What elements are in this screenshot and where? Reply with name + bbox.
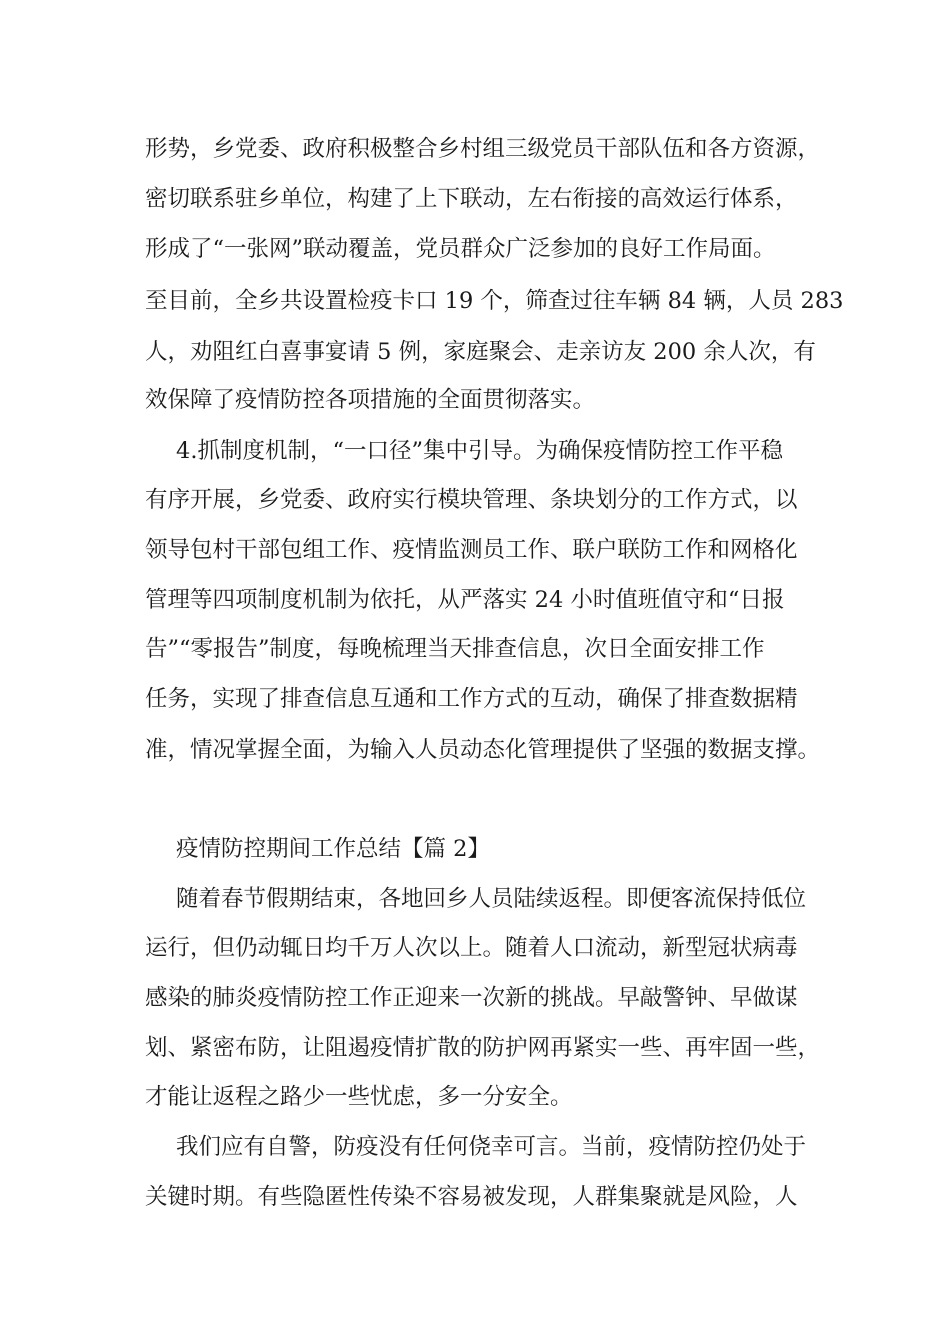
text-line: 感染的肺炎疫情防控工作正迎来一次新的挑战。早敲警钟、早做谋 [145, 985, 798, 1011]
text-line: 至目前，全乡共设置检疫卡口 19 个，筛查过往车辆 84 辆，人员 283 [145, 288, 844, 314]
text-line: 运行，但仍动辄日均千万人次以上。随着人口流动，新型冠状病毒 [145, 935, 798, 961]
text-line: 准，情况掌握全面，为输入人员动态化管理提供了坚强的数据支撑。 [145, 737, 821, 763]
text-line: 人，劝阻红白喜事宴请 5 例，家庭聚会、走亲访友 200 余人次，有 [145, 339, 816, 365]
text-line: 任务，实现了排查信息互通和工作方式的互动，确保了排查数据精 [145, 686, 798, 712]
text-line: 才能让返程之路少一些忧虑，多一分安全。 [145, 1084, 573, 1110]
text-line: 关键时期。有些隐匿性传染不容易被发现，人群集聚就是风险，人 [145, 1184, 798, 1210]
text-line: 告”“零报告”制度，每晚梳理当天排查信息，次日全面安排工作 [145, 636, 765, 662]
paragraph-start-line: 4.抓制度机制，“一口径”集中引导。为确保疫情防控工作平稳 [176, 438, 783, 464]
paragraph-start-line: 随着春节假期结束，各地回乡人员陆续返程。即便客流保持低位 [176, 886, 807, 912]
text-line: 划、紧密布防，让阻遏疫情扩散的防护网再紧实一些、再牢固一些， [145, 1035, 821, 1061]
paragraph-start-line: 我们应有自警，防疫没有任何侥幸可言。当前，疫情防控仍处于 [176, 1134, 807, 1160]
text-line: 有序开展，乡党委、政府实行模块管理、条块划分的工作方式，以 [145, 487, 798, 513]
text-line: 领导包村干部包组工作、疫情监测员工作、联户联防工作和网格化 [145, 537, 798, 563]
text-line: 效保障了疫情防控各项措施的全面贯彻落实。 [145, 387, 596, 413]
text-line: 形成了“一张网”联动覆盖，党员群众广泛参加的良好工作局面。 [145, 236, 776, 262]
text-line: 管理等四项制度机制为依托，从严落实 24 小时值班值守和“日报 [145, 587, 785, 613]
text-line: 形势，乡党委、政府积极整合乡村组三级党员干部队伍和各方资源， [145, 136, 821, 162]
section-heading: 疫情防控期间工作总结【篇 2】 [176, 836, 490, 862]
text-line: 密切联系驻乡单位，构建了上下联动，左右衔接的高效运行体系， [145, 186, 798, 212]
